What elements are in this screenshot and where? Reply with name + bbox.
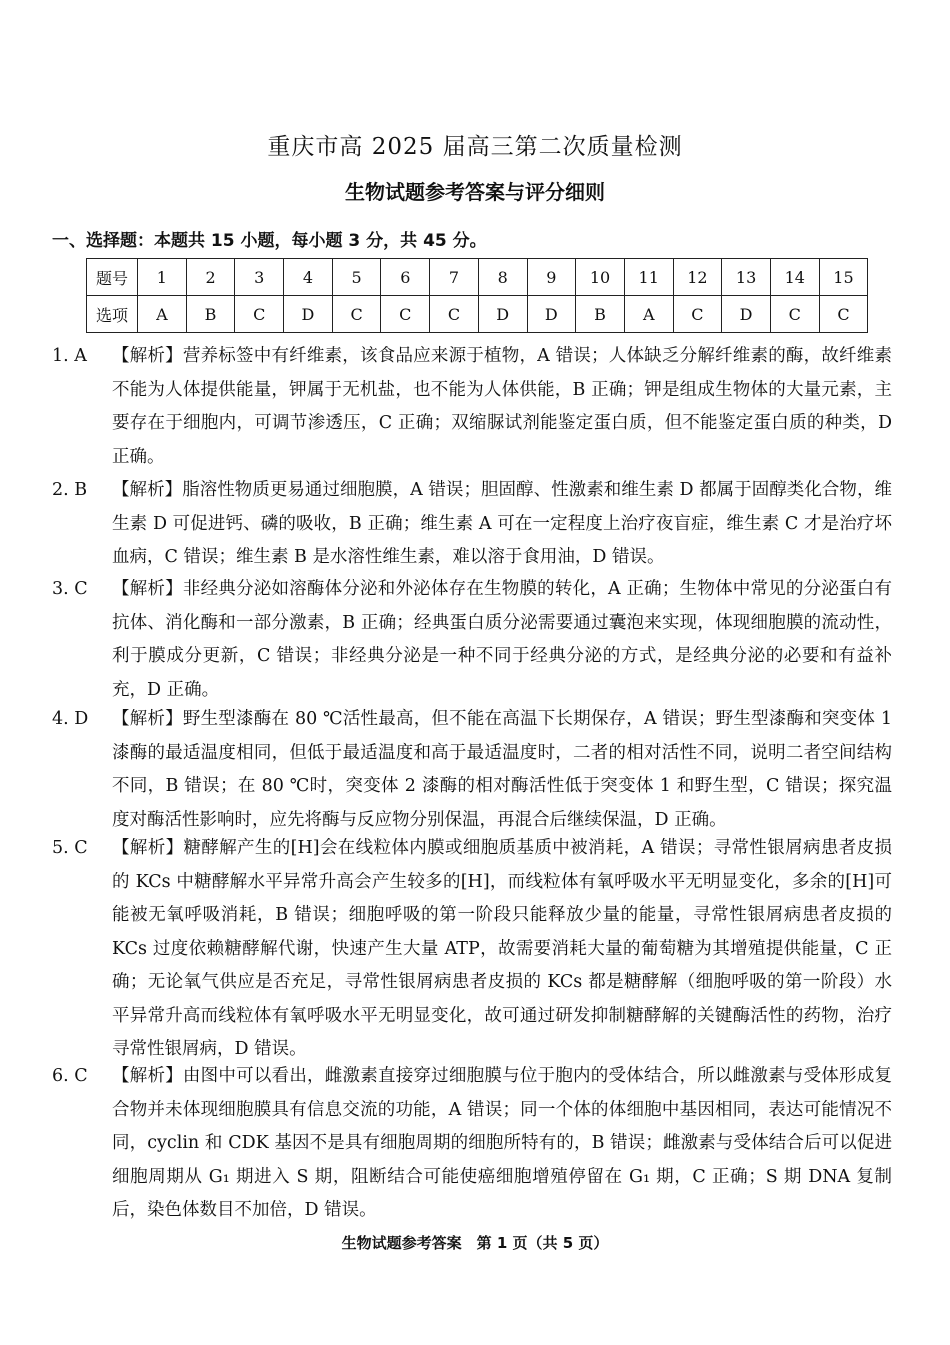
- question-number-cell: 8: [478, 259, 527, 296]
- answer-choice-cell: D: [527, 296, 576, 333]
- answer-choice-cell: C: [673, 296, 722, 333]
- explanation-number: 1. A: [52, 346, 87, 366]
- question-number-cell: 15: [819, 259, 868, 296]
- answer-choice-cell: A: [138, 296, 187, 333]
- answer-explanation-1: [52, 340, 892, 474]
- answer-choice-cell: C: [381, 296, 430, 333]
- answer-choice-cell: B: [576, 296, 625, 333]
- question-number-cell: 2: [186, 259, 235, 296]
- explanation-text: 【解析】非经典分泌如溶酶体分泌和外泌体存在生物膜的转化，A 正确；生物体中常见的分泌蛋白有抗体、消化酶和一部分激素，B 正确；经典蛋白质分泌需要通过囊泡来实现，体现细胞膜的流动性，利于膜成分更新，C 错误；非经典分泌是一种不同于经典分泌的方式，是经典分泌的必要和有益补充，D 正确。: [112, 579, 892, 700]
- answer-choice-cell: B: [186, 296, 235, 333]
- explanation-text: 【解析】由图中可以看出，雌激素直接穿过细胞膜与位于胞内的受体结合，所以雌激素与受体形成复合物并未体现细胞膜具有信息交流的功能，A 错误；同一个体的体细胞中基因相同，表达可能情况不同，cyclin 和 CDK 基因不是具有细胞周期的细胞所特有的，B 错误；雌激素与受体结合后可以促进细胞周期从 G₁ 期进入 S 期，阻断结合可能使癌细胞增殖停留在 G₁ 期，C 正确；S 期 DNA 复制后，染色体数目不加倍，D 错误。: [112, 1066, 892, 1220]
- answer-choice-cell: C: [332, 296, 381, 333]
- answer-choice-cell: D: [284, 296, 333, 333]
- page-footer: 生物试题参考答案 第 1 页（共 5 页）: [341, 1234, 609, 1252]
- answer-explanation-3: [52, 573, 892, 707]
- question-number-cell: 14: [770, 259, 819, 296]
- question-number-cell: 9: [527, 259, 576, 296]
- answer-choice-cell: C: [430, 296, 479, 333]
- row-label-choice: 选项: [87, 296, 138, 333]
- explanation-number: 3. C: [52, 579, 88, 599]
- explanation-text: 【解析】糖酵解产生的[H]会在线粒体内膜或细胞质基质中被消耗，A 错误；寻常性银屑病患者皮损的 KCs 中糖酵解水平异常升高会产生较多的[H]，而线粒体有氧呼吸水平无明显变化，多余的[H]可能被无氧呼吸消耗，B 错误；细胞呼吸的第一阶段只能释放少量的能量，寻常性银屑病患者皮损的 KCs 过度依赖糖酵解代谢，快速产生大量 ATP，故需要消耗大量的葡萄糖为其增殖提供能量，C 正确；无论氧气供应是否充足，寻常性银屑病患者皮损的 KCs 都是糖酵解（细胞呼吸的第一阶段）水平异常升高而线粒体有氧呼吸水平无明显变化，故可通过研发抑制糖酵解的关键酶活性的药物，治疗寻常性银屑病，D 错误。: [112, 838, 892, 1059]
- section-heading: 一、选择题：本题共 15 小题，每小题 3 分，共 45 分。: [52, 231, 487, 251]
- answer-explanation-5: [52, 832, 892, 1067]
- question-number-cell: 7: [430, 259, 479, 296]
- answer-explanation-2: [52, 474, 892, 575]
- answer-choice-cell: A: [624, 296, 673, 333]
- answer-table-choice-row: [87, 296, 868, 333]
- explanation-number: 5. C: [52, 838, 88, 858]
- explanation-text: 【解析】营养标签中有纤维素，该食品应来源于植物，A 错误；人体缺乏分解纤维素的酶，故纤维素不能为人体提供能量，钾属于无机盐，也不能为人体供能，B 正确；钾是组成生物体的大量元素，主要存在于细胞内，可调节渗透压，C 正确；双缩脲试剂能鉴定蛋白质，但不能鉴定蛋白质的种类，D 正确。: [112, 346, 892, 467]
- question-number-cell: 3: [235, 259, 284, 296]
- answer-explanation-4: [52, 703, 892, 837]
- question-number-cell: 11: [624, 259, 673, 296]
- row-label-number: 题号: [87, 259, 138, 296]
- document-title: 重庆市高 2025 届高三第二次质量检测: [267, 134, 683, 160]
- question-number-cell: 4: [284, 259, 333, 296]
- answer-table: [86, 258, 868, 333]
- answer-choice-cell: C: [819, 296, 868, 333]
- answer-choice-cell: C: [770, 296, 819, 333]
- explanation-text: 【解析】野生型漆酶在 80 ℃活性最高，但不能在高温下长期保存，A 错误；野生型漆酶和突变体 1 漆酶的最适温度相同，但低于最适温度和高于最适温度时，二者的相对活性不同，说明二者空间结构不同，B 错误；在 80 ℃时，突变体 2 漆酶的相对酶活性低于突变体 1 和野生型，C 错误；探究温度对酶活性影响时，应先将酶与反应物分别保温，再混合后继续保温，D 正确。: [112, 709, 892, 830]
- answer-choice-cell: D: [722, 296, 771, 333]
- answer-choice-cell: C: [235, 296, 284, 333]
- question-number-cell: 5: [332, 259, 381, 296]
- explanation-number: 2. B: [52, 480, 88, 500]
- question-number-cell: 10: [576, 259, 625, 296]
- question-number-cell: 13: [722, 259, 771, 296]
- question-number-cell: 1: [138, 259, 187, 296]
- explanation-number: 6. C: [52, 1066, 88, 1086]
- explanation-text: 【解析】脂溶性物质更易通过细胞膜，A 错误；胆固醇、性激素和维生素 D 都属于固醇类化合物，维生素 D 可促进钙、磷的吸收，B 正确；维生素 A 可在一定程度上治疗夜盲症，维生素 C 才是治疗坏血病，C 错误；维生素 B 是水溶性维生素，难以溶于食用油，D 错误。: [112, 480, 892, 567]
- answer-explanation-6: [52, 1060, 892, 1228]
- document-subtitle: 生物试题参考答案与评分细则: [345, 180, 605, 204]
- question-number-cell: 12: [673, 259, 722, 296]
- answer-table-number-row: [87, 259, 868, 296]
- question-number-cell: 6: [381, 259, 430, 296]
- answer-choice-cell: D: [478, 296, 527, 333]
- explanation-number: 4. D: [52, 709, 89, 729]
